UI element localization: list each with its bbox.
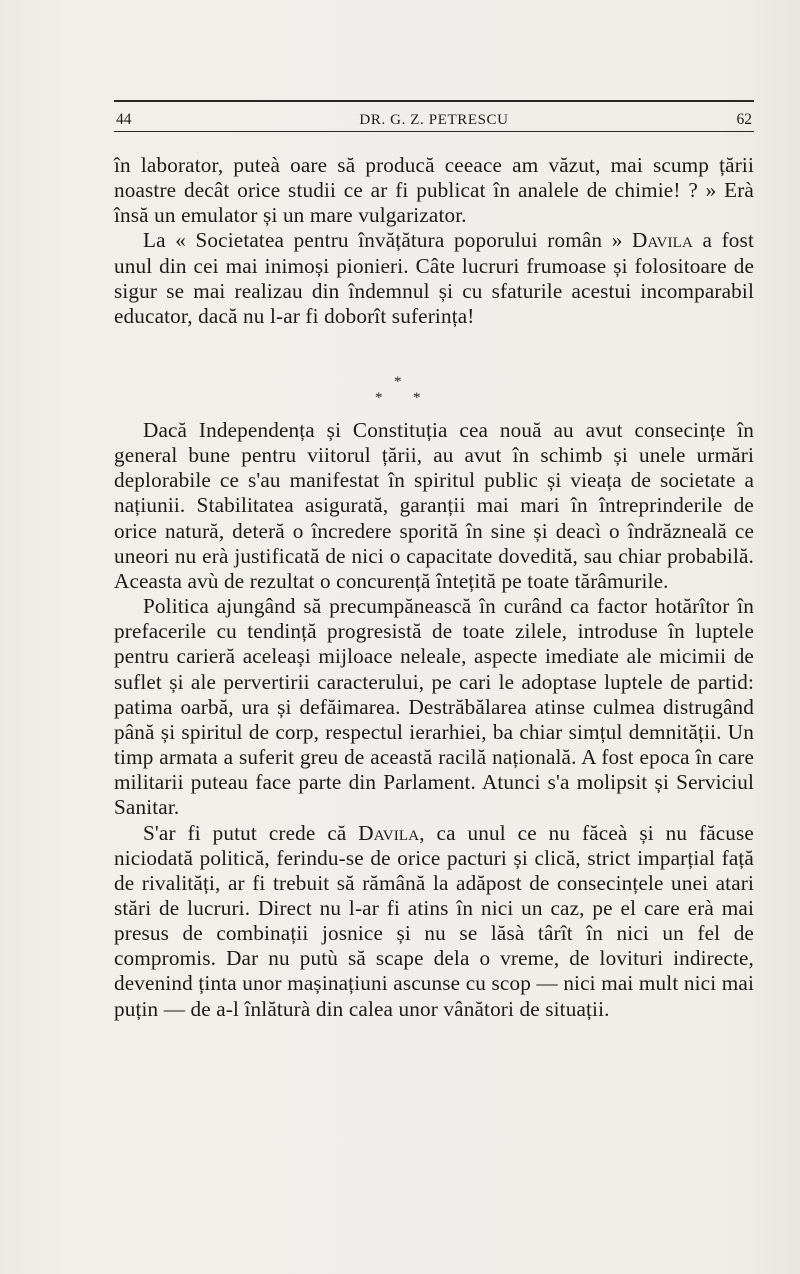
header-rule-top <box>114 100 754 102</box>
paragraph-societatea-end: a fost unul din cei mai inimoși pionieri. Câte lucruri frumoase și folositoare de sigur se mai realizau din îndemnul și cu sfaturile acestui incomparabil educator, dacă nu l-ar fi doborît suferința! <box>114 228 754 328</box>
asterisk-right: * <box>413 390 421 406</box>
running-title: DR. G. Z. PETRESCU <box>359 112 509 128</box>
name-davila: Davila <box>632 228 693 253</box>
paragraph-davila-end: , ca unul ce nu făceà și nu făcuse niciodată politică, ferindu-se de orice pacturi și clică, strict imparțial față de rivalități, ar fi trebuit să rămână la adăpost de consecințele unei atari stări de lucruri. Direct nu l-ar fi atins în nici un caz, pe el care erà mai presus de combinații josnice și nu se lăsà târît în nici un fel de compromis. Dar nu putù să scape dela o vreme, de lovituri indirecte, devenind ținta unor mașinațiuni ascunse cu scop — nici mai mult nici mai puțin — de a-l înlăturà din calea unor vânători de situații. <box>114 820 754 1021</box>
paragraph-politica: Politica ajungând să precumpănească în curând ca factor hotărîtor în prefacerile cu tendință progresistă de toate zilele, introduse în luptele pentru carieră aceleași mijloace neleale, aspecte imediate ale micimii de suflet și ale pervertirii caracterului, pe cari le adoptase luptele de partid: patima oarbă, ura și defăimarea. Destrăbălarea atinse culmea distrugând până și spiritul de corp, respectul ierarhiei, ba chiar simțul demnității. Un timp armata a suferit greu de această racilă națională. A fost epoca în care militarii puteau face parte din Parlament. Atunci s'a molipsit și Serviciul Sanitar. <box>114 594 754 820</box>
text-block-lower <box>114 418 754 1022</box>
paragraph-societatea <box>114 228 754 329</box>
running-header <box>114 109 754 131</box>
header-rule-bottom <box>114 131 754 132</box>
section-separator-asterism <box>370 374 430 414</box>
paragraph-societatea-start: La « Societatea pentru învățătura poporului român » <box>143 228 632 253</box>
paragraph-davila-start: S'ar fi putut crede că <box>143 820 359 845</box>
asterisk-left: * <box>375 390 383 406</box>
paragraph-continuation: în laborator, puteà oare să producă ceeace am văzut, mai scump țării noastre decât orice studii ce ar fi publicat în analele de chimie! ? » Erà însă un emulator și un mare vulgarizator. <box>114 153 754 228</box>
asterisk-top: * <box>394 374 402 390</box>
paragraph-davila-impartial <box>114 821 754 1022</box>
text-block-upper <box>114 153 754 329</box>
page-number: 44 <box>116 111 132 128</box>
section-number: 62 <box>736 111 752 128</box>
name-davila: Davila <box>358 820 420 845</box>
paragraph-independenta: Dacă Independența și Constituția cea nouă au avut consecințe în general bune pentru viitorul țării, au avut în schimb și unele urmări deplorabile ce s'au manifestat în spiritul public și vieața de societate a națiunii. Stabilitatea asigurată, garanții mai mari în întreprinderile de orice natură, deteră o încredere sporită în sine și deacì o îndrăzneală ce uneori nu erà justificată de nici o capacitate dovedită, sau chiar probabilă. Aceasta avù de rezultat o concurență întețită pe toate tărâmurile. <box>114 418 754 593</box>
